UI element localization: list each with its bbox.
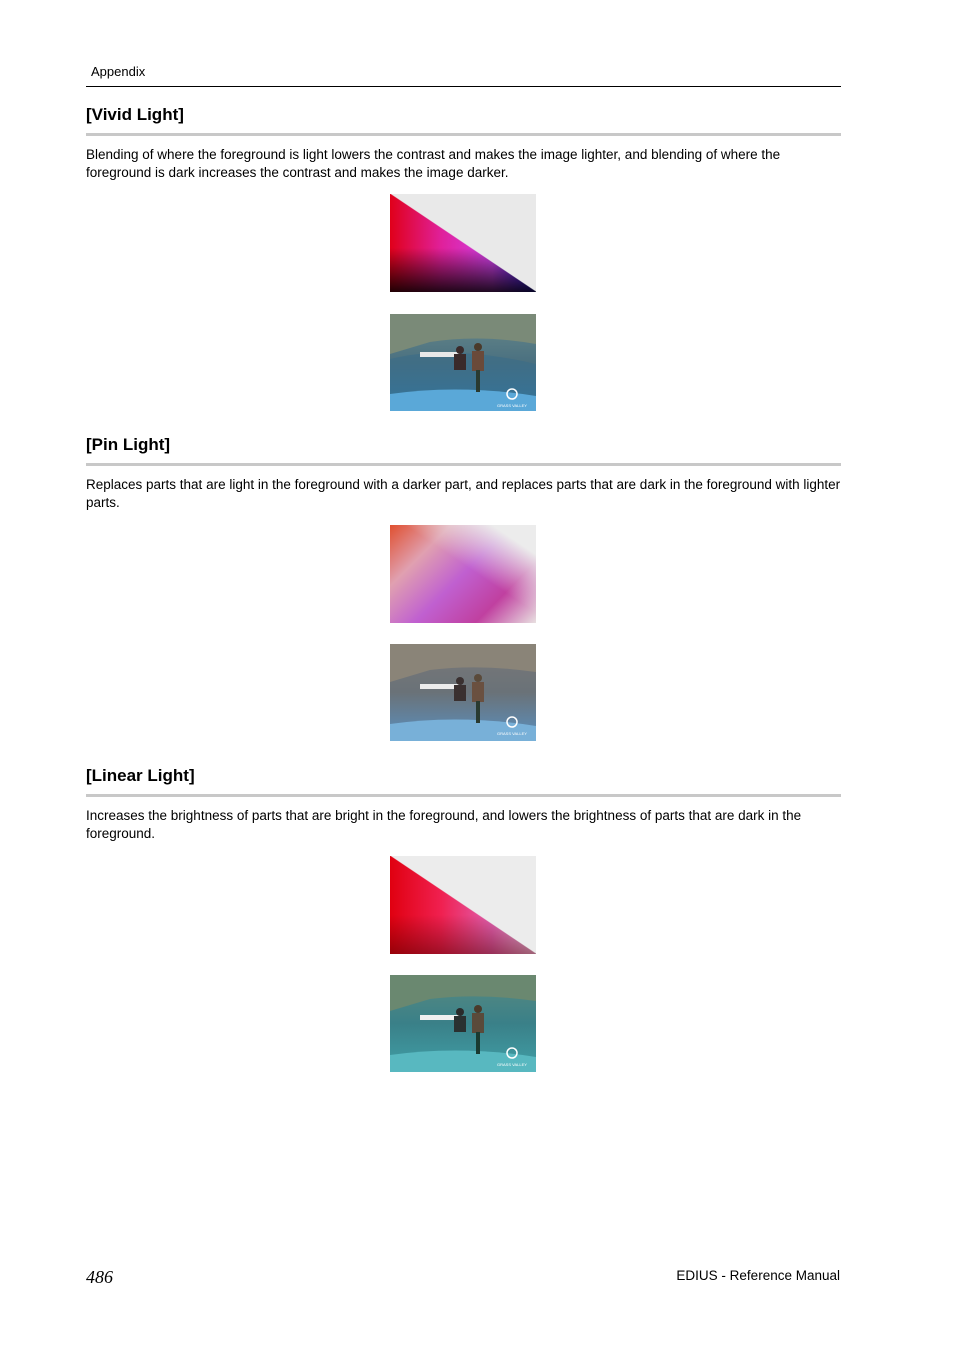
section-vivid-light [86,104,841,182]
section-description: Increases the brightness of parts that are bright in the foreground, and lowers the brightness of parts that are dark in the foreground. [86,808,802,841]
manual-title: EDIUS - Reference Manual [676,1268,840,1283]
gradient-sample-image [390,856,536,954]
logo-text: GRASS VALLEY [497,403,527,408]
section-description: Blending of where the foreground is light lowers the contrast and makes the image lighter, and blending of where the foreground is dark increases the contrast and makes the image darker. [86,147,781,180]
gradient-sample-image [390,525,536,623]
section-title: [Linear Light] [86,766,195,785]
section-rule [86,133,841,136]
section-title: [Vivid Light] [86,105,184,124]
header-section-label: Appendix [91,64,146,79]
header-rule [86,86,841,87]
section-description: Replaces parts that are light in the foreground with a darker part, and replaces parts that are dark in the foreground with lighter parts. [86,477,841,510]
gradient-sample-image [390,194,536,292]
section-pin-light [86,434,841,512]
section-rule [86,794,841,797]
photo-sample-image [390,644,536,742]
section-linear-light [86,765,841,843]
section-rule [86,463,841,466]
photo-sample-image [390,975,536,1073]
page-number: 486 [86,1267,113,1287]
photo-sample-image [390,314,536,412]
section-title: [Pin Light] [86,435,171,454]
logo-text: GRASS VALLEY [497,1062,527,1067]
logo-text: GRASS VALLEY [497,731,527,736]
